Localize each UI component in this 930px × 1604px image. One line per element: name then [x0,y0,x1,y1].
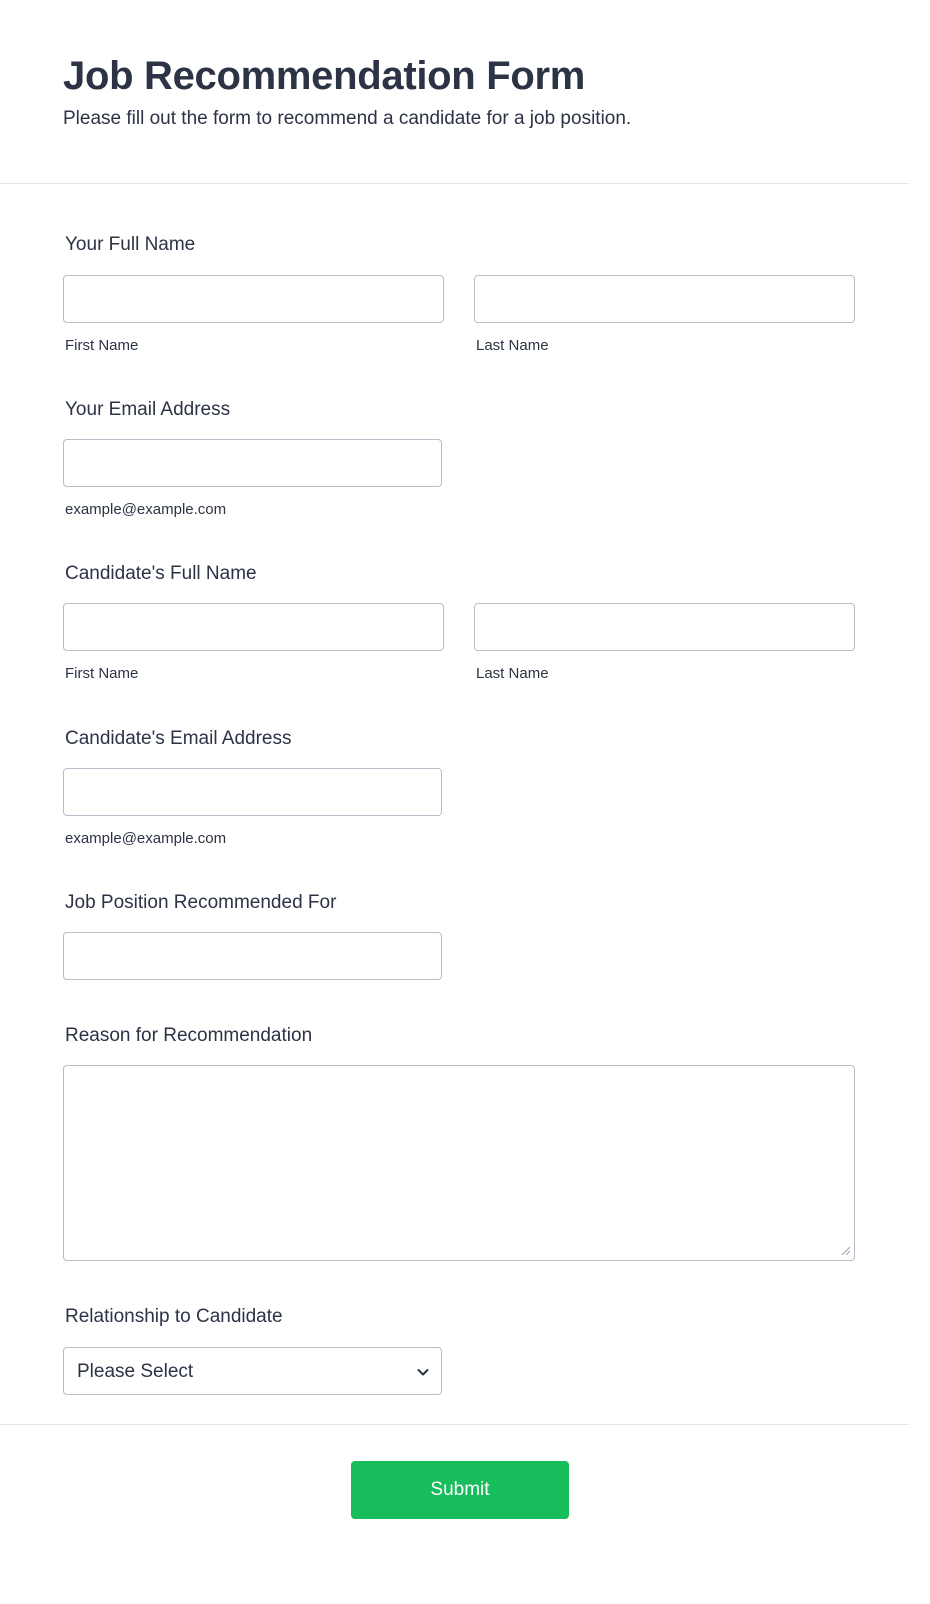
candidate-email-label: Candidate's Email Address [65,728,292,749]
your-last-name-sublabel: Last Name [476,337,549,354]
candidate-email-input[interactable] [63,768,442,816]
page-title: Job Recommendation Form [63,54,586,98]
candidate-first-name-sublabel: First Name [65,665,139,682]
candidate-first-name-input[interactable] [63,603,444,651]
relationship-label: Relationship to Candidate [65,1306,283,1327]
candidate-full-name-label: Candidate's Full Name [65,563,257,584]
footer-divider [0,1424,909,1425]
candidate-last-name-input[interactable] [474,603,855,651]
your-email-sublabel: example@example.com [65,501,227,518]
your-email-input[interactable] [63,439,442,487]
candidate-email-sublabel: example@example.com [65,830,227,847]
job-position-input[interactable] [63,932,442,980]
reason-textarea[interactable] [63,1065,855,1261]
relationship-select[interactable] [63,1347,442,1395]
resize-handle-icon[interactable] [839,1244,851,1256]
reason-label: Reason for Recommendation [65,1025,313,1046]
chevron-down-icon [415,1364,431,1380]
your-last-name-input[interactable] [474,275,855,323]
your-first-name-sublabel: First Name [65,337,139,354]
relationship-selected-value: Please Select [77,1361,194,1382]
job-position-label: Job Position Recommended For [65,892,337,913]
your-full-name-label: Your Full Name [65,234,196,255]
submit-button[interactable]: Submit [351,1461,569,1519]
your-first-name-input[interactable] [63,275,444,323]
page-subtitle: Please fill out the form to recommend a candidate for a job position. [63,108,632,129]
candidate-last-name-sublabel: Last Name [476,665,549,682]
form-header [0,0,909,184]
your-email-label: Your Email Address [65,399,231,420]
